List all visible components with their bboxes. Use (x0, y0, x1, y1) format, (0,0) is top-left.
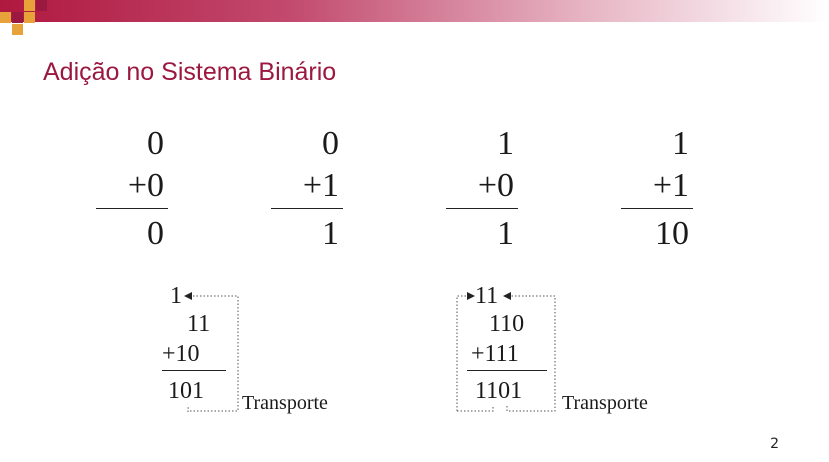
sum-result: 101 (168, 378, 204, 404)
transport-label-2: Transporte (562, 392, 648, 414)
carry-digits: 11 (475, 283, 499, 309)
sum-result: 1 (497, 215, 514, 252)
sum-rule (446, 208, 518, 209)
addend-top: 110 (489, 311, 525, 337)
header-gradient-bar (0, 0, 829, 22)
sum-top: 1 (672, 125, 689, 162)
sum-result: 1 (322, 215, 339, 252)
sum-top: 1 (497, 125, 514, 162)
slide-title: Adição no Sistema Binário (43, 58, 337, 86)
sum-top: 0 (147, 125, 164, 162)
addend-bottom: +111 (471, 341, 519, 367)
page-number: 2 (770, 436, 779, 452)
sum-bottom: +1 (652, 167, 689, 204)
sum-result: 0 (147, 215, 164, 252)
sum-rule (271, 208, 343, 209)
sum-bottom: +0 (127, 167, 164, 204)
sum-rule (621, 208, 693, 209)
sum-top: 0 (322, 125, 339, 162)
sum-rule (96, 208, 168, 209)
sum-result: 10 (655, 215, 689, 252)
addend-bottom: +10 (162, 341, 200, 367)
sum-result: 1101 (475, 378, 523, 404)
addend-top: 11 (187, 311, 211, 337)
slide-logo-squares (0, 0, 60, 36)
transport-label-1: Transporte (242, 392, 328, 414)
carry-digits: 1 (170, 283, 182, 309)
sum-bottom: +0 (477, 167, 514, 204)
sum-bottom: +1 (302, 167, 339, 204)
